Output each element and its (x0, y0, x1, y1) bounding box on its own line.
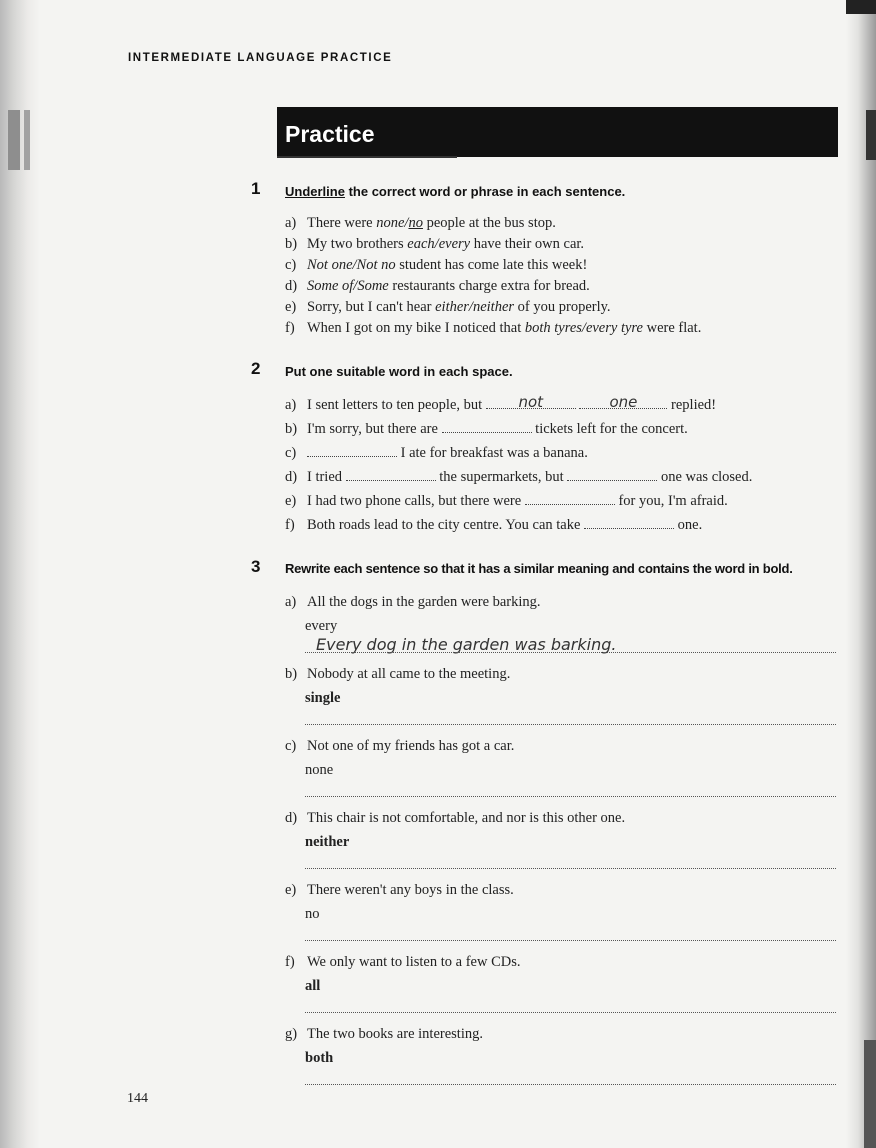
blank[interactable] (525, 493, 615, 505)
blank[interactable] (567, 469, 657, 481)
ex1-item-b: b) My two brothers each/every have their own car. (285, 236, 585, 252)
practice-banner (277, 107, 838, 157)
ex2-item-c: c) I ate for breakfast was a banana. (285, 445, 588, 461)
ex2-item-e: e) I had two phone calls, but there were for you, I'm afraid. (285, 493, 728, 509)
answer-line-b[interactable] (305, 724, 836, 725)
instruction-underline-word: Underline (285, 184, 345, 199)
ex3-keyword-b: single (305, 690, 341, 706)
ex1-item-f: f) When I got on my bike I noticed that both tyres/every tyre were flat. (285, 320, 702, 336)
banner-rule (277, 156, 457, 158)
answer-line-c[interactable] (305, 796, 836, 797)
ex3-keyword-a: every (305, 618, 338, 634)
blank[interactable] (579, 393, 667, 411)
ex2-item-d: d) I tried the supermarkets, but one was closed. (285, 469, 753, 485)
instruction-bold-word: bold (762, 561, 790, 576)
exercise-2-instruction: Put one suitable word in each space. (285, 364, 513, 379)
handwritten-answer: one (609, 393, 638, 411)
blank[interactable] (307, 445, 397, 457)
ex3-keyword-e: no (305, 906, 320, 922)
ex3-keyword-c: none (305, 762, 334, 778)
exercise-2-number: 2 (251, 359, 261, 378)
page-number: 144 (127, 1091, 148, 1106)
answer-line-g[interactable] (305, 1084, 836, 1085)
exercise-1-number: 1 (251, 179, 261, 198)
practice-title: Practice (285, 121, 375, 147)
scan-right-edge (846, 0, 876, 1148)
ex1-item-d: d) Some of/Some restaurants charge extra for bread. (285, 278, 590, 294)
instruction-rest: the correct word or phrase in each sentence. (344, 184, 626, 199)
ex3-keyword-f: all (305, 978, 321, 994)
ex1-item-c: c) Not one/Not no student has come late this week! (285, 257, 588, 273)
ex3-item-a: a) All the dogs in the garden were barking. (285, 594, 541, 610)
ex3-keyword-g: both (305, 1050, 334, 1066)
exercise-3-instruction: Rewrite each sentence so that it has a similar meaning and contains the word in bold. (285, 561, 793, 576)
ex1-item-a: a) There were none/no people at the bus stop. (285, 215, 556, 231)
blank[interactable] (486, 393, 576, 411)
ex1-item-e: e) Sorry, but I can't hear either/neither of you properly. (285, 299, 611, 315)
handwritten-answer: not (518, 393, 544, 411)
ex2-item-b: b) I'm sorry, but there are tickets left for the concert. (285, 421, 688, 437)
blank[interactable] (442, 421, 532, 433)
ex3-item-e: e) There weren't any boys in the class. (285, 882, 514, 898)
ex3-item-g: g) The two books are interesting. (285, 1026, 483, 1042)
ex3-item-c: c) Not one of my friends has got a car. (285, 738, 515, 754)
ex3-item-f: f) We only want to listen to a few CDs. (285, 954, 521, 970)
exercise-1-instruction (285, 184, 625, 199)
scan-left-edge (0, 0, 40, 1148)
running-head: INTERMEDIATE LANGUAGE PRACTICE (128, 52, 393, 64)
answer-line-f[interactable] (305, 1012, 836, 1013)
ex2-item-f: f) Both roads lead to the city centre. You can take one. (285, 517, 703, 533)
answer-line-d[interactable] (305, 868, 836, 869)
underlined-answer: no (408, 215, 423, 231)
ex3-item-b: b) Nobody at all came to the meeting. (285, 666, 511, 682)
blank[interactable] (346, 469, 436, 481)
ex3-item-d: d) This chair is not comfortable, and nor is this other one. (285, 810, 626, 826)
answer-line-e[interactable] (305, 940, 836, 941)
handwritten-answer: Every dog in the garden was barking. (316, 635, 617, 654)
answer-line-a[interactable] (305, 652, 836, 653)
ex3-keyword-d: neither (305, 834, 350, 850)
blank[interactable] (584, 517, 674, 529)
ex2-item-a: a) I sent letters to ten people, but not one replied! (285, 393, 717, 413)
exercise-3-number: 3 (251, 557, 261, 576)
